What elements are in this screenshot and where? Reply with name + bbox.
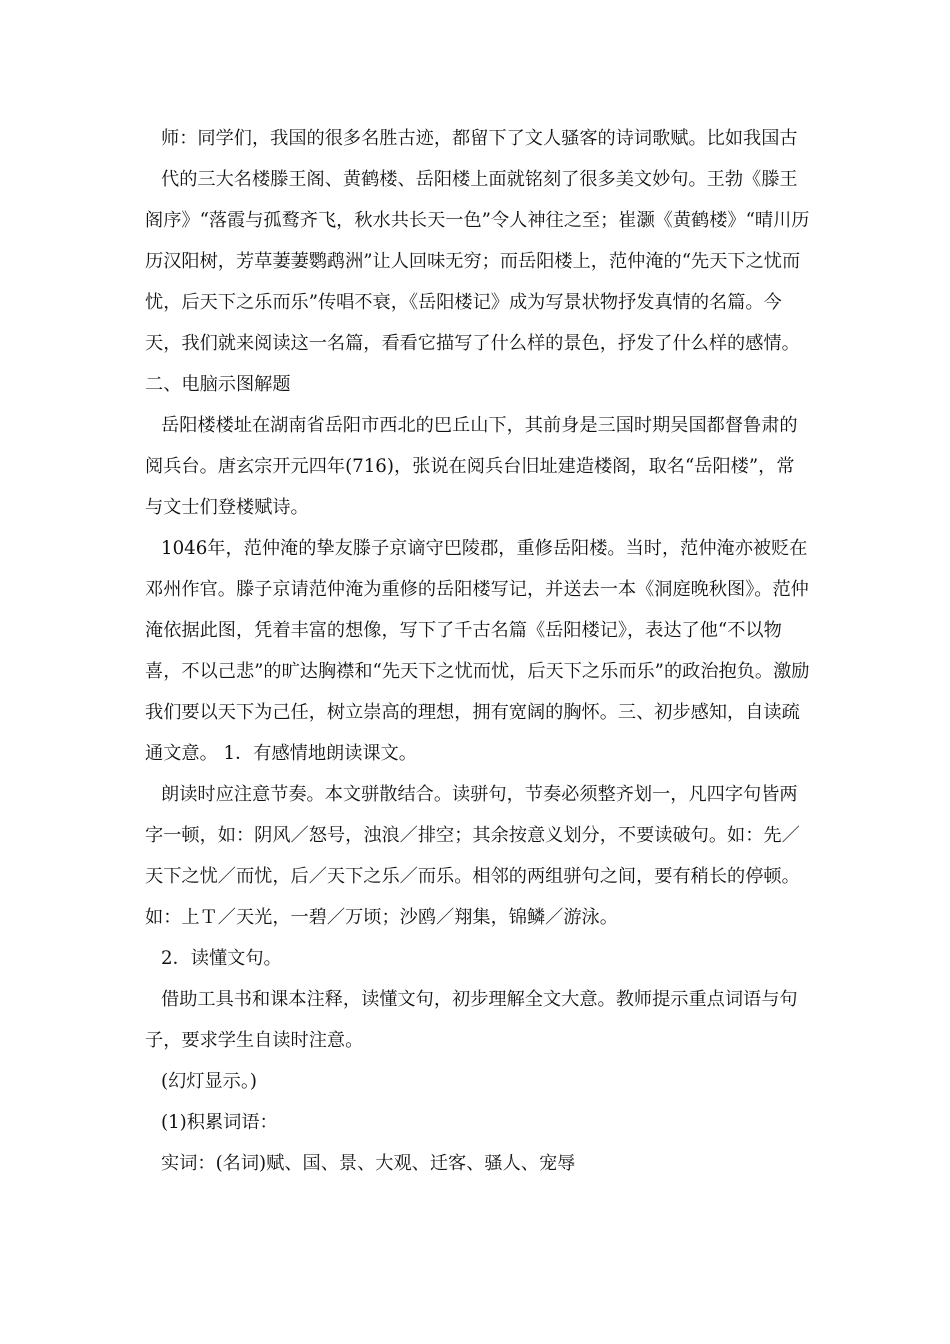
paragraph-tower-location: 岳阳楼楼址在湖南省岳阳市西北的巴丘山下，其前身是三国时期吴国都督鲁肃的阅兵台。唐玄宗开元四年(716)，张说在阅兵台旧址建造楼阁，取名“岳阳楼”，常与文士们登楼赋诗。 xyxy=(145,415,798,518)
paragraph-slide-note: (幻灯显示。) xyxy=(161,1071,258,1092)
paragraph-reading-rhythm: 朗读时应注意节奏。本文骈散结合。读骈句，节奏必须整齐划一，凡四字句皆两字一顿，如：阴风／怒号，浊浪／排空；其余按意义划分，不要读破句。如：先／天下之忧／而忧，后／天下之乐／而乐。相邻的两组骈句之间，要有稍长的停顿。如：上Ｔ／天光，一碧／万顷；沙鸥／翔集，锦鳞／游泳。 xyxy=(145,784,800,928)
paragraph-reading-instructions: 借助工具书和课本注释，读懂文句，初步理解全文大意。教师提示重点词语与句子，要求学生自读时注意。 xyxy=(145,989,798,1051)
paragraph-step-heading: 2．读懂文句。 xyxy=(161,948,282,969)
paragraph-teacher-intro: 师：同学们，我国的很多名胜古迹，都留下了文人骚客的诗词歌赋。比如我国古 xyxy=(161,128,798,149)
paragraph-three-towers: 代的三大名楼滕王阁、黄鹤楼、岳阳楼上面就铭刻了很多美文妙句。王勃《滕王阁序》“落霞与孤鹜齐飞，秋水共长天一色”令人神往之至；崔灏《黄鹤楼》“晴川历历汉阳树，芳草萋萋鹦鹉洲”让人回味无穷；而岳阳楼上，范仲淹的“先天下之忧而忧，后天下之乐而乐”传唱不衰，《岳阳楼记》成为写景状物抒发真情的名篇。今天，我们就来阅读这一名篇，看看它描写了什么样的景色，抒发了什么样的感情。二、电脑示图解题 xyxy=(145,169,810,395)
document-body xyxy=(145,118,810,1184)
paragraph-vocabulary-heading: (1)积累词语： xyxy=(161,1112,278,1133)
paragraph-fan-zhongyan-background: 1046年，范仲淹的挚友滕子京谪守巴陵郡，重修岳阳楼。当时，范仲淹亦被贬在邓州作官。滕子京请范仲淹为重修的岳阳楼写记，并送去一本《洞庭晚秋图》。范仲淹依据此图，凭着丰富的想像，写下了千古名篇《岳阳楼记》，表达了他“不以物喜，不以己悲”的旷达胸襟和“先天下之忧而忧，后天下之乐而乐”的政治抱负。激励我们要以天下为己任，树立崇高的理想，拥有宽阔的胸怀。三、初步感知，自读疏通文意。 1．有感情地朗读课文。 xyxy=(145,538,810,764)
paragraph-vocabulary-list: 实词：(名词)赋、国、景、大观、迁客、骚人、宠辱 xyxy=(161,1153,576,1174)
